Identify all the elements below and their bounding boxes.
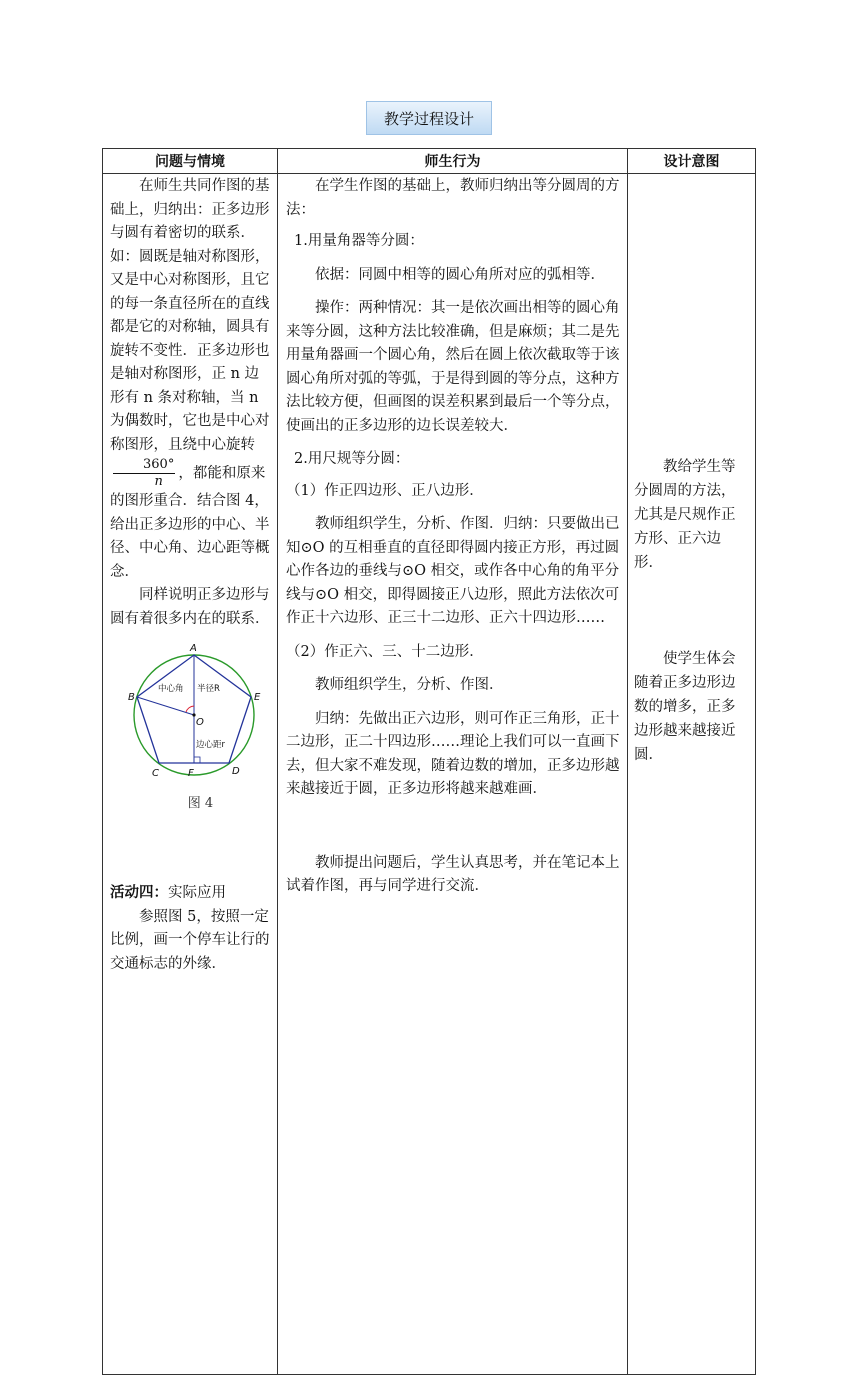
header-row — [103, 149, 756, 174]
intent-1: 教给学生等分圆周的方法，尤其是尺规作正方形、正六边形． — [634, 459, 736, 571]
step-1-heading: （1）作正四边形、正八边形． — [286, 482, 484, 499]
label-D: D — [232, 766, 240, 777]
method-2-heading: 2.用尺规等分圆： — [294, 451, 410, 467]
behavior-intro: 在学生作图的基础上，教师归纳出等分圆周的方法： — [286, 178, 620, 218]
section-title: 教学过程设计 — [366, 101, 492, 135]
problem-cell — [103, 174, 278, 1375]
label-B: B — [128, 692, 135, 703]
intent-2: 使学生体会随着正多边形边数的增多，正多边形越来越接近圆． — [634, 651, 736, 763]
header-intent: 设计意图 — [628, 149, 756, 174]
lesson-table — [102, 148, 756, 1375]
problem-paragraph-1: 在师生共同作图的基础上，归纳出：正多边形与圆有着密切的联系．如：圆既是轴对称图形，又是中心对称图形，且它的每一条直径所在的直线都是它的对称轴，圆具有旋转不变性．正多边形也是轴对称图形，正 n 边形有 n 条对称轴，当 n 为偶数时，它也是中心对称图形，且绕中心旋转 $\frac{360^\circ}{n}$ ，都能和原来的图形重合．结合图 4，给出正多边形的中心、半径、中心角、边心距等概念． — [110, 178, 270, 580]
step-2-summary: 归纳：先做出正六边形，则可作正三角形，正十二边形，正二十四边形……理论上我们可以一直画下去，但大家不难发现，随着边数的增加，正多边形越来越接近于圆，正多边形将越来越难画． — [286, 710, 620, 797]
header-behavior: 师生行为 — [278, 149, 628, 174]
activity-heading: 活动四：实际应用 — [110, 884, 226, 901]
step-2-heading: （2）作正六、三、十二边形． — [286, 643, 484, 660]
header-problem: 问题与情境 — [103, 149, 278, 174]
label-F: F — [188, 768, 194, 779]
step-1-text: 教师组织学生，分析、作图．归纳：只要做出已知⊙O 的互相垂直的直径即得圆内接正方形，再过圆心作各边的垂线与⊙O 相交，或作各中心角的角平分线与⊙O 相交，即得圆接正八边形，照此方法依次可作正十六边形、正三十二边形、正六十四边形…… — [286, 516, 620, 626]
step-2-text: 教师组织学生，分析、作图． — [315, 677, 504, 693]
behavior-cell — [278, 174, 628, 1375]
method-1-heading: 1.用量角器等分圆： — [294, 233, 424, 249]
label-A: A — [190, 643, 197, 654]
activity-behavior: 教师提出问题后，学生认真思考，并在笔记本上试着作图，再与同学进行交流． — [286, 854, 620, 894]
pentagon-figure — [130, 645, 271, 815]
label-apothem: 边心距r — [196, 740, 225, 750]
fraction-360-over-n: $\frac{360^\circ}{n}$ — [113, 457, 175, 490]
label-radius: 半径R — [197, 684, 220, 694]
method-1-operation: 操作：两种情况：其一是依次画出相等的圆心角来等分圆，这种方法比较准确，但是麻烦；其二是先用量角器画一个圆心角，然后在圆上依次截取等于该圆心角所对弧的等弧，于是得到圆的等分点，这种方法比较方便，但画图的误差积累到最后一个等分点，使画出的正多边形的边长误差较大． — [286, 300, 620, 434]
label-E: E — [254, 692, 261, 703]
activity-text: 参照图 5，按照一定比例，画一个停车让行的交通标志的外缘． — [110, 908, 270, 972]
label-center-angle: 中心角 — [158, 684, 184, 694]
content-row — [103, 174, 756, 1375]
label-C: C — [152, 768, 159, 779]
pentagon-diagram — [130, 645, 260, 783]
intent-cell — [628, 174, 756, 1375]
method-1-basis: 依据：同圆中相等的圆心角所对应的弧相等． — [315, 266, 605, 283]
label-O: O — [196, 717, 204, 728]
figure-caption: 图 4 — [187, 795, 214, 811]
problem-paragraph-2: 同样说明正多边形与圆有着很多内在的联系． — [110, 587, 270, 627]
